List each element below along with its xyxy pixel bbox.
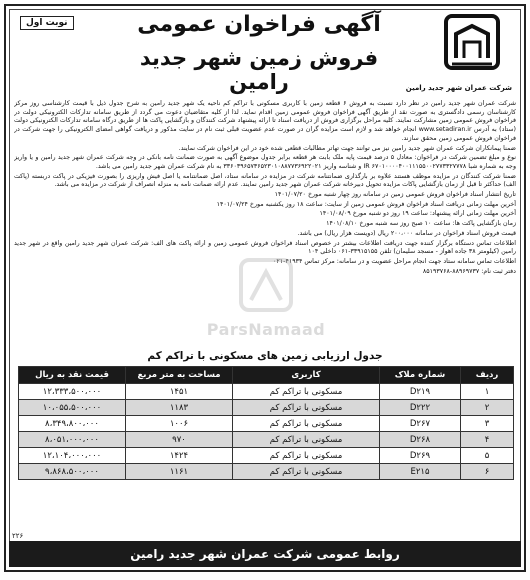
price-cell: ۱۲،۱۰۴،۰۰۰،۰۰۰ (19, 448, 126, 464)
plot-number-cell: D۲۱۹ (380, 384, 461, 400)
body-paragraph: شرکت عمران شهر جدید رامین در نظر دارد نسبت به فروش ۶ قطعه زمین با کاربری مسکونی با تراکم کم ناحیه یک شهر جدید رامین به شرح جدول ذیل با قیمت کارشناسی روز مرکز کارشناسان رسمی دادگستری به صورت نقد از طریق آگهی فراخوان فروش عمومی زمین اقدام نماید. لذا از کلیه متقاضیان دعوت می گردد از طریق سامانه تدارکات الکترونیکی دولت در فراخوان فروش عمومی زمین مشارکت نمایند. کلیه مراحل برگزاری فروش از دریافت اسناد تا ارائه پیشنهاد شرکت کنندگان و بازگشایی پاکت ها از طریق درگاه سامانه تدارکات الکترونیکی دولت (ستاد) به آدرس www.setadiran.ir انجام خواهد شد و لازم است مزایده گران در صورت عدم عضویت قبلی ثبت نام در سایت مذکور و دریافت گواهی امضای الکترونیکی را جهت شرکت در فراخوان فروش عمومی زمین محقق سازند. (14, 100, 516, 142)
table-row (19, 384, 514, 400)
body-paragraph: نوع و مبلغ تضمین شرکت در فراخوان: معادل ۵ درصد قیمت پایه ملک بابت هر قطعه برابر جدول موضوع آگهی به صورت ضمانت نامه بانکی در وجه شرکت عمران شهر جدید رامین و یا واریز وجه به شماره شبا IR ۶۷۰۱۰۰۰۰۴۰۰۱۱۱۵۵۰۰۲۷۷۳۳۲۷۷۷۸ و شناسه واریز ۳۳۶۰۳۹۶۵۷۳۶۵۲۳۰۱۰۸۸۷۷۳۶۹۲۲۰۲۱ به نام شرکت عمران شهر جدید رامین می باشد. (14, 154, 516, 170)
price-cell: ۱۲،۳۳۳،۵۰۰،۰۰۰ (19, 384, 126, 400)
company-logo (405, 14, 512, 92)
announcement-body (14, 100, 516, 362)
land-price-table (18, 366, 514, 480)
logo-caption: شرکت عمران شهر جدید رامین (405, 84, 512, 92)
land-use-cell: مسکونی با تراکم کم (233, 384, 380, 400)
land-use-cell: مسکونی با تراکم کم (233, 416, 380, 432)
page-number: ۲۲۶ (12, 532, 24, 540)
plot-number-cell: D۲۶۸ (380, 432, 461, 448)
plot-number-cell: E۲۱۵ (380, 464, 461, 480)
body-paragraph: آخرین مهلت زمانی ارائه پیشنهاد: ساعت ۱۹ روز دو شنبه مورخ ۱۴۰۱/۰۸/۰۹ (319, 210, 516, 218)
body-paragraph: آخرین مهلت زمانی دریافت اسناد فراخوان فروش عمومی زمین از سایت: ساعت ۱۸ روز یکشنبه مورخ ۱۴۰۱/۰۷/۲۴ (216, 200, 516, 208)
body-paragraph: اطلاعات تماس سامانه ستاد جهت انجام مراحل عضویت و در سامانه: مرکز تماس ۴۱۹۳۴-۰۲۱ (273, 257, 516, 265)
price-cell: ۹،۸۶۸،۵۰۰،۰۰۰ (19, 464, 126, 480)
announcement-title: آگهی فراخوان عمومی (137, 12, 381, 37)
column-header: مساحت به متر مربع (126, 367, 233, 384)
land-use-cell: مسکونی با تراکم کم (233, 432, 380, 448)
header (6, 10, 524, 98)
row-index-cell: ۱ (461, 384, 514, 400)
table-row (19, 416, 514, 432)
round-badge: نوبت اول (20, 16, 74, 30)
announcement-subtitle: فروش زمین شهر جدید رامین (139, 46, 379, 94)
body-paragraph: ضمنا شرکت کنندگان در مزایده موظف هستند علاوه بر بارگذاری ضمانتنامه شرکت در مزایده در سامانه ستاد، اصل ضمانتنامه یا اصل فیش واریزی را بصورت فیزیکی در پاکت دربسته (پاکت الف) حداکثر تا قبل از زمان بازگشایی پاکات مزایده تحویل دبیرخانه شرکت عمران شهر جدید رامین نمایند. عدم ارائه ضمانت نامه به منزله انصراف از شرکت در مزایده می باشد. (14, 172, 516, 189)
footer-banner: روابط عمومی شرکت عمران شهر جدید رامین (9, 541, 521, 567)
column-header: شماره ملاک (380, 367, 461, 384)
body-paragraph: اطلاعات تماس دستگاه برگزار کننده جهت دریافت اطلاعات بیشتر در خصوص اسناد فراخوان فروش عمومی زمین و ارائه پاکت های الف: شرکت عمران شهر جدید رامین واقع در شهر جدید رامین (کیلومتر ۳۸ جاده اهواز - مسجد سلیمان) تلفن ۳۳۹۱۵۱۵۵-۰۶۱ داخلی ۱۰۴ (14, 239, 516, 256)
logo-mark-icon (432, 14, 512, 80)
watermark-text: ParsNamaad (206, 320, 326, 339)
table-title: جدول ارزیابی زمین های مسکونی با تراکم کم (147, 350, 383, 362)
plot-number-cell: D۲۶۹ (380, 448, 461, 464)
price-cell: ۸،۰۵۱،۰۰۰،۰۰۰ (19, 432, 126, 448)
area-cell: ۱۴۲۴ (126, 448, 233, 464)
column-header: ردیف (461, 367, 514, 384)
body-paragraph: قیمت فروش اسناد فراخوان در سامانه ۲۰۰،۰۰۰ ریال (دویست هزار ریال) می باشد. (297, 229, 516, 237)
table-header-row (19, 367, 514, 384)
body-paragraph: دفتر ثبت نام: ۸۸۹۶۹۷۳۷-۸۵۱۹۳۷۶۸ (422, 267, 516, 275)
table-row (19, 464, 514, 480)
plot-number-cell: D۲۶۷ (380, 416, 461, 432)
row-index-cell: ۳ (461, 416, 514, 432)
column-header: کاربری (233, 367, 380, 384)
area-cell: ۹۷۰ (126, 432, 233, 448)
announcement-page (4, 4, 526, 572)
column-header: قیمت نقد به ریال (19, 367, 126, 384)
row-index-cell: ۶ (461, 464, 514, 480)
row-index-cell: ۲ (461, 400, 514, 416)
area-cell: ۱۴۵۱ (126, 384, 233, 400)
area-cell: ۱۰۰۶ (126, 416, 233, 432)
table-row (19, 400, 514, 416)
body-paragraph: زمان بازگشایی پاکت ها: ساعت ۱۰ صبح روز سه شنبه مورخ ۱۴۰۱/۰۸/۱۰ (326, 220, 516, 228)
land-use-cell: مسکونی با تراکم کم (233, 464, 380, 480)
body-paragraph: ضمنا پیمانکاران شرکت عمران شهر جدید رامین نیز می توانند جهت تهاتر مطالبات قطعی شده خود در این فراخوان شرکت نمایند. (178, 144, 516, 152)
row-index-cell: ۵ (461, 448, 514, 464)
plot-number-cell: D۲۲۲ (380, 400, 461, 416)
area-cell: ۱۱۶۱ (126, 464, 233, 480)
land-use-cell: مسکونی با تراکم کم (233, 448, 380, 464)
area-cell: ۱۱۸۳ (126, 400, 233, 416)
price-cell: ۸،۳۴۹،۸۰۰،۰۰۰ (19, 416, 126, 432)
table-row (19, 432, 514, 448)
land-use-cell: مسکونی با تراکم کم (233, 400, 380, 416)
body-paragraph: تاریخ انتشار اسناد فراخوان فروش عمومی زمین در سامانه روز چهار شنبه مورخ ۱۴۰۱/۰۷/۲۰ (274, 191, 516, 199)
price-cell: ۱۰،۰۵۵،۵۰۰،۰۰۰ (19, 400, 126, 416)
table-row (19, 448, 514, 464)
row-index-cell: ۴ (461, 432, 514, 448)
